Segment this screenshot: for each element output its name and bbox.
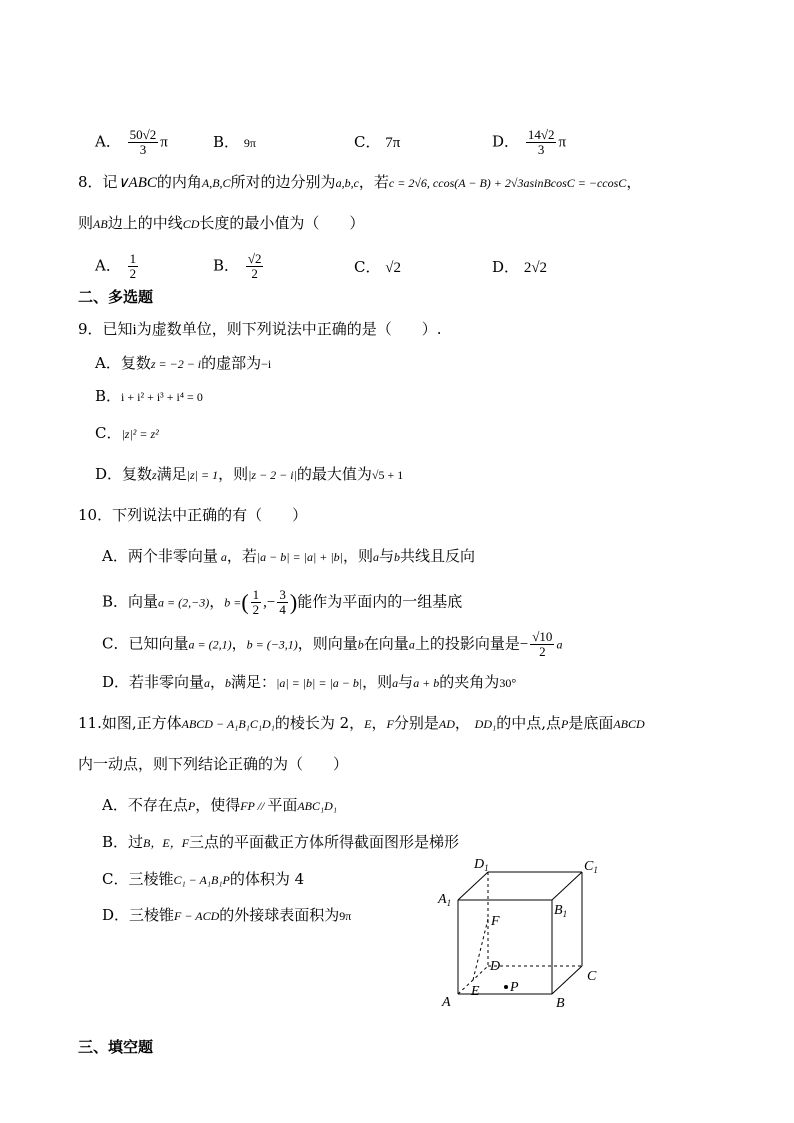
- q8-option-a: A． $\frac{1}{2}$: [95, 251, 137, 281]
- q7-option-a: A． $\frac{50√2}{3}$ π: [95, 127, 168, 157]
- label-p: P: [510, 980, 519, 995]
- q11-stem-line1: 11.如图,正方体ABCD − A₁B₁C₁D₁的棱长为 2，E，F分别是AD， DD₁的中点,点P是底面ABCD: [78, 714, 645, 732]
- q11-option-b: B．过B，E，F三点的平面截正方体所得截面图形是梯形: [102, 833, 460, 851]
- section-heading-fill-in: 三、填空题: [78, 1038, 154, 1056]
- q11-stem-line2: 内一动点，则下列结论正确的为（ ）: [78, 755, 349, 773]
- label-b1: $B_1$: [554, 903, 568, 919]
- q11-option-c: C．三棱锥C₁ − A₁B₁P的体积为 4: [102, 870, 305, 888]
- q10-stem: 10．下列说法中正确的有（ ）: [78, 506, 308, 524]
- cube-figure: [430, 850, 610, 1015]
- q9-option-c: C．|z|² = z²: [95, 424, 159, 442]
- q8-stem-line2: 则AB边上的中线CD长度的最小值为（ ）: [78, 214, 365, 232]
- point-p: [504, 985, 508, 989]
- label-c: C: [587, 969, 597, 984]
- q9-stem: 9．已知i为虚数单位，则下列说法中正确的是（ ）.: [78, 320, 442, 338]
- label-f: F: [491, 914, 500, 929]
- q8-stem-line1: 8．记∨ABC的内角A,B,C所对的边分别为a,b,c，若c = 2√6, ccos(A − B) + 2√3asinBcosC = −ccosC，: [78, 173, 642, 191]
- q8-option-c: C． √2: [354, 258, 401, 276]
- q10-option-a: A．两个非零向量 a，若|a − b| = |a| + |b|，则a与b共线且反向: [102, 547, 475, 565]
- q10-option-d: D．若非零向量a，b满足：|a| = |b| = |a − b|，则a与a + b的夹角为30°: [102, 673, 517, 691]
- q9-option-a: A．复数z = −2 − i的虚部为−i: [95, 354, 272, 372]
- q9-option-d: D．复数z满足|z| = 1，则|z − 2 − i|的最大值为√5 + 1: [95, 465, 404, 483]
- q8-option-b: B． $\frac{√2}{2}$: [213, 251, 262, 281]
- q11-option-d: D．三棱锥F − ACD的外接球表面积为9π: [102, 906, 352, 924]
- q8-option-d: D． 2√2: [492, 258, 548, 276]
- label-e: E: [471, 984, 480, 999]
- q7-option-b: B． 9π: [213, 133, 256, 151]
- q7-option-d: D． $\frac{14√2}{3}$ π: [492, 127, 567, 157]
- label-a1: $A_1$: [438, 892, 452, 908]
- label-d1: $D_1$: [474, 857, 489, 873]
- label-c1: $C_1$: [584, 859, 598, 875]
- q9-option-b: B．i + i² + i³ + i⁴ = 0: [95, 387, 203, 405]
- q10-option-b: B．向量a = (2,−3)，b =( $\frac{1}{2}$ ,− $\frac{3}{4}$ )能作为平面内的一组基底: [102, 587, 463, 617]
- label-b: B: [556, 996, 565, 1011]
- label-a: A: [442, 995, 451, 1010]
- label-d: D: [490, 959, 501, 974]
- section-heading-multiple-choice: 二、多选题: [78, 288, 154, 306]
- q10-option-c: C．已知向量a = (2,1)，b = (−3,1)，则向量b在向量a上的投影向量是− $\frac{√10}{2}$ a: [102, 629, 563, 659]
- q7-option-c: C． 7π: [354, 133, 401, 151]
- q11-option-a: A．不存在点P，使得FP // 平面ABC₁D₁: [102, 796, 338, 814]
